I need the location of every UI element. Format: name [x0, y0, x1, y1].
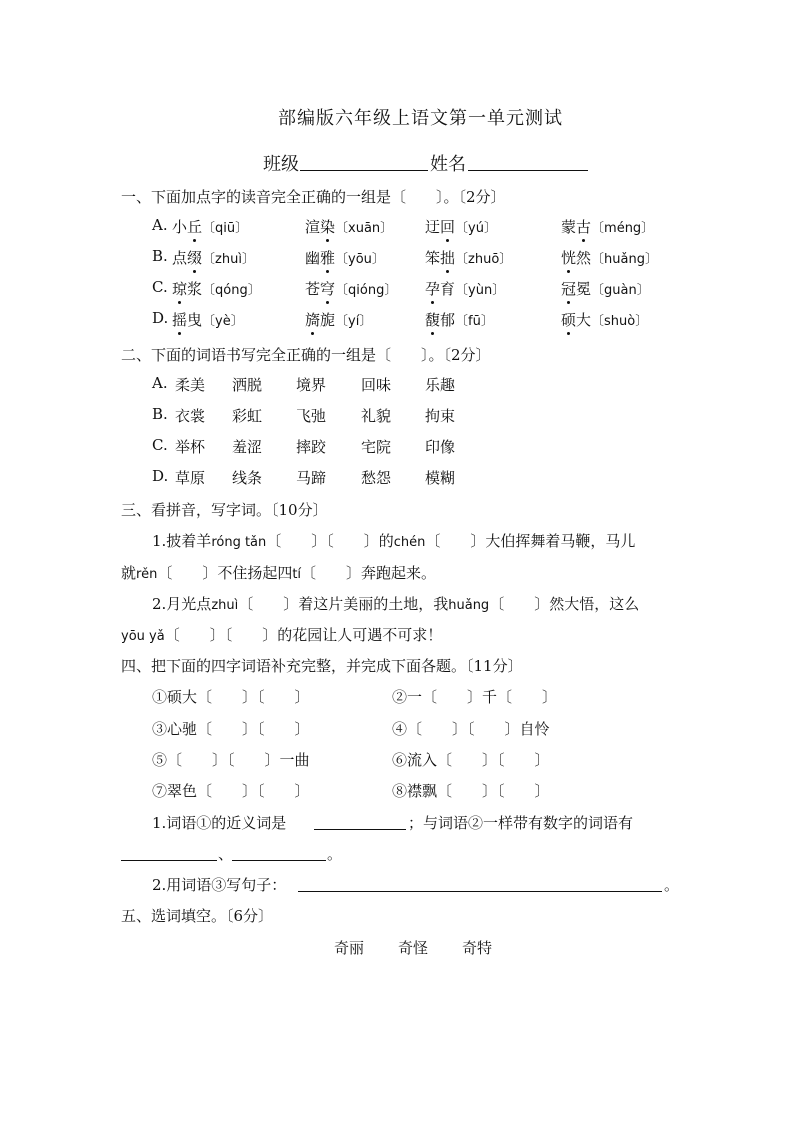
q2-word: 摔跤: [296, 438, 327, 456]
q1-option-a-label[interactable]: A.: [152, 216, 168, 234]
q1-word-item: [172, 278, 261, 299]
word-char: 旎: [320, 311, 336, 329]
pinyin-reading: 〔huǎng〕: [591, 252, 658, 267]
q4-sub2-end: 。: [664, 876, 680, 894]
q1-word-item: [172, 309, 244, 330]
word-char: 迂: [425, 218, 441, 236]
q4-sub1-end: 。: [327, 845, 343, 863]
q3-l4-text-c[interactable]: 〔 〕〔 〕的花园让人可遇不可求！: [164, 626, 443, 644]
q2-word: 飞弛: [296, 407, 327, 425]
q1-word-item: [425, 247, 512, 268]
dotted-char: 丘: [187, 218, 203, 236]
q3-l2-text-a: 就: [121, 564, 137, 582]
dotted-char: 回: [440, 218, 456, 236]
q5-word-2: 奇怪: [398, 939, 429, 957]
q1-option-d-label[interactable]: D.: [152, 309, 169, 327]
word-char: 郁: [440, 311, 456, 329]
q1-word-item: [305, 216, 393, 237]
pinyin-reading: 〔qóng〕: [202, 283, 261, 298]
dotted-char: 冠: [561, 280, 577, 298]
q4-sub1-text-a: 1.词语①的近义词是: [152, 814, 287, 832]
pinyin-reading: 〔qiū〕: [202, 221, 249, 236]
q1-word-item: [425, 216, 497, 237]
q2-word: 愁怨: [361, 469, 392, 487]
pinyin-reading: 〔yōu〕: [335, 252, 385, 267]
q2-word: 柔美: [175, 376, 206, 394]
q4-idiom-left-2[interactable]: ③心驰〔 〕〔 〕: [152, 720, 310, 738]
q1-word-item: [561, 309, 648, 330]
q4-sub2-blank[interactable]: [298, 891, 662, 892]
pinyin-reading: 〔yùn〕: [455, 283, 506, 298]
q1-word-item: [305, 309, 372, 330]
dotted-char: 恍: [561, 249, 577, 267]
q2-word: 马蹄: [296, 469, 327, 487]
pinyin-reading: 〔fū〕: [455, 314, 494, 329]
q4-idiom-right-4[interactable]: ⑧襟飘〔 〕〔 〕: [392, 782, 550, 800]
q3-stem: 三、看拼音，写字词。〔10分〕: [121, 501, 328, 519]
q3-line-1: [152, 530, 635, 551]
q2-word: 草原: [175, 469, 206, 487]
dotted-char: 孕: [425, 280, 441, 298]
q4-stem: 四、把下面的四字词语补充完整，并完成下面各题。〔11分〕: [121, 657, 523, 675]
dotted-char: 馥: [425, 311, 441, 329]
q2-stem: 二、下面的词语书写完全正确的一组是〔 〕。〔2分〕: [121, 346, 491, 364]
q1-option-b-label[interactable]: B.: [152, 247, 168, 265]
q5-stem: 五、选词填空。〔6分〕: [121, 907, 274, 925]
pinyin-reading: 〔qióng〕: [335, 283, 398, 298]
dotted-char: 摇: [172, 311, 188, 329]
q1-word-item: [425, 278, 505, 299]
q3-l3-text-c[interactable]: 〔 〕着这片美丽的土地，我: [238, 595, 449, 613]
dotted-char: 琼: [172, 280, 188, 298]
q3-l1-text-a: 1.披着羊: [152, 532, 212, 550]
q1-word-item: [305, 247, 385, 268]
class-label: 班级: [263, 154, 299, 175]
dotted-char: 旖: [305, 311, 321, 329]
q3-l3-text-a: 2.月光点: [152, 595, 212, 613]
q4-idiom-left-3[interactable]: ⑤〔 〕〔 〕一曲: [152, 751, 310, 769]
pinyin-reading: 〔yè〕: [202, 314, 244, 329]
q2-word: 拘束: [425, 407, 456, 425]
word-char: 大: [576, 311, 592, 329]
q2-word: 洒脱: [232, 376, 263, 394]
q3-l2-text-e[interactable]: 〔 〕奔跑起来。: [301, 564, 437, 582]
q3-l4-pinyin-1: yōu yǎ: [121, 629, 165, 644]
q3-l1-text-e[interactable]: 〔 〕大伯挥舞着马鞭，马儿: [425, 532, 636, 550]
q2-word: 彩虹: [232, 407, 263, 425]
q4-idiom-right-2[interactable]: ④〔 〕〔 〕自怜: [392, 720, 550, 738]
q2-word: 羞涩: [232, 438, 263, 456]
dotted-char: 硕: [561, 311, 577, 329]
dotted-char: 染: [320, 218, 336, 236]
word-char: 曳: [187, 311, 203, 329]
q1-word-item: [172, 216, 248, 237]
q2-word: 衣裳: [175, 407, 206, 425]
pinyin-reading: 〔zhuì〕: [202, 252, 255, 267]
dotted-char: 古: [576, 218, 592, 236]
dotted-char: 缀: [187, 249, 203, 267]
pinyin-reading: 〔yí〕: [335, 314, 373, 329]
word-char: 浆: [187, 280, 203, 298]
q1-word-item: [561, 247, 658, 268]
q2-word: 回味: [361, 376, 392, 394]
q2-word: 礼貌: [361, 407, 392, 425]
q4-sub1-blank-1[interactable]: [314, 829, 406, 830]
q1-stem: 一、下面加点字的读音完全正确的一组是〔 〕。〔2分〕: [121, 188, 506, 206]
word-char: 渲: [305, 218, 321, 236]
pinyin-reading: 〔yú〕: [455, 221, 497, 236]
page-title: 部编版六年级上语文第一单元测试: [278, 108, 563, 129]
q4-idiom-left-1[interactable]: ①硕大〔 〕〔 〕: [152, 688, 310, 706]
q3-line-4: [121, 624, 442, 645]
q4-sub1-separator: 、: [218, 845, 234, 863]
q3-l3-pinyin-2: huǎng: [448, 598, 490, 613]
word-char: 冕: [576, 280, 592, 298]
q4-sub1-text-b: ；与词语②一样带有数字的词语有: [408, 814, 634, 832]
q2-option-c-label[interactable]: C.: [152, 436, 168, 454]
word-char: 小: [172, 218, 188, 236]
dotted-char: 雅: [320, 249, 336, 267]
q2-word: 境界: [296, 376, 327, 394]
q3-line-3: [152, 593, 639, 614]
q2-word: 乐趣: [425, 376, 456, 394]
pinyin-reading: 〔méng〕: [591, 221, 655, 236]
q4-sub2-text: 2.用词语③写句子：: [152, 876, 287, 894]
pinyin-reading: 〔shuò〕: [591, 314, 649, 329]
name-blank[interactable]: [468, 170, 588, 171]
q3-l3-text-e[interactable]: 〔 〕然大悟，这么: [489, 595, 640, 613]
word-char: 然: [576, 249, 592, 267]
q1-word-item: [425, 309, 494, 330]
dotted-char: 穹: [320, 280, 336, 298]
q3-l2-pinyin-2: tí: [292, 567, 302, 582]
q2-option-b-label[interactable]: B.: [152, 405, 168, 423]
q3-l1-text-c[interactable]: 〔 〕〔 〕的: [266, 532, 394, 550]
q2-option-a-label[interactable]: A.: [152, 374, 168, 392]
q2-word: 举杯: [175, 438, 206, 456]
q1-word-item: [305, 278, 397, 299]
q2-word: 宅院: [361, 438, 392, 456]
q4-idiom-right-3[interactable]: ⑥流入〔 〕〔 〕: [392, 751, 550, 769]
word-char: 育: [440, 280, 456, 298]
q2-word: 线条: [232, 469, 263, 487]
pinyin-reading: 〔guàn〕: [591, 283, 650, 298]
q1-word-item: [172, 247, 255, 268]
q3-l1-pinyin-1: róng tǎn: [211, 535, 267, 550]
pinyin-reading: 〔xuān〕: [335, 221, 394, 236]
q4-idiom-left-4[interactable]: ⑦翠色〔 〕〔 〕: [152, 782, 310, 800]
class-blank[interactable]: [300, 170, 428, 171]
dotted-char: 拙: [440, 249, 456, 267]
q3-l3-pinyin-1: zhuì: [211, 598, 239, 613]
q3-l1-pinyin-2: chén: [393, 535, 426, 550]
q2-word: 模糊: [425, 469, 456, 487]
q3-l2-pinyin-1: rěn: [136, 567, 158, 582]
word-char: 幽: [305, 249, 321, 267]
pinyin-reading: 〔zhuō〕: [455, 252, 513, 267]
q2-word: 印像: [425, 438, 456, 456]
q2-option-d-label[interactable]: D.: [152, 467, 169, 485]
q4-idiom-right-1[interactable]: ②一〔 〕千〔 〕: [392, 688, 558, 706]
q1-word-item: [561, 216, 654, 237]
q5-word-3: 奇特: [462, 939, 493, 957]
name-label: 姓名: [430, 154, 466, 175]
q3-l2-text-c[interactable]: 〔 〕不住扬起四: [157, 564, 293, 582]
word-char: 笨: [425, 249, 441, 267]
word-char: 苍: [305, 280, 321, 298]
q3-line-2: [121, 562, 436, 583]
q4-sub1-blank-3[interactable]: [232, 860, 326, 861]
q1-option-c-label[interactable]: C.: [152, 278, 168, 296]
word-char: 点: [172, 249, 188, 267]
q1-word-item: [561, 278, 650, 299]
q4-sub1-blank-2[interactable]: [121, 860, 217, 861]
word-char: 蒙: [561, 218, 577, 236]
q5-word-1: 奇丽: [334, 939, 365, 957]
